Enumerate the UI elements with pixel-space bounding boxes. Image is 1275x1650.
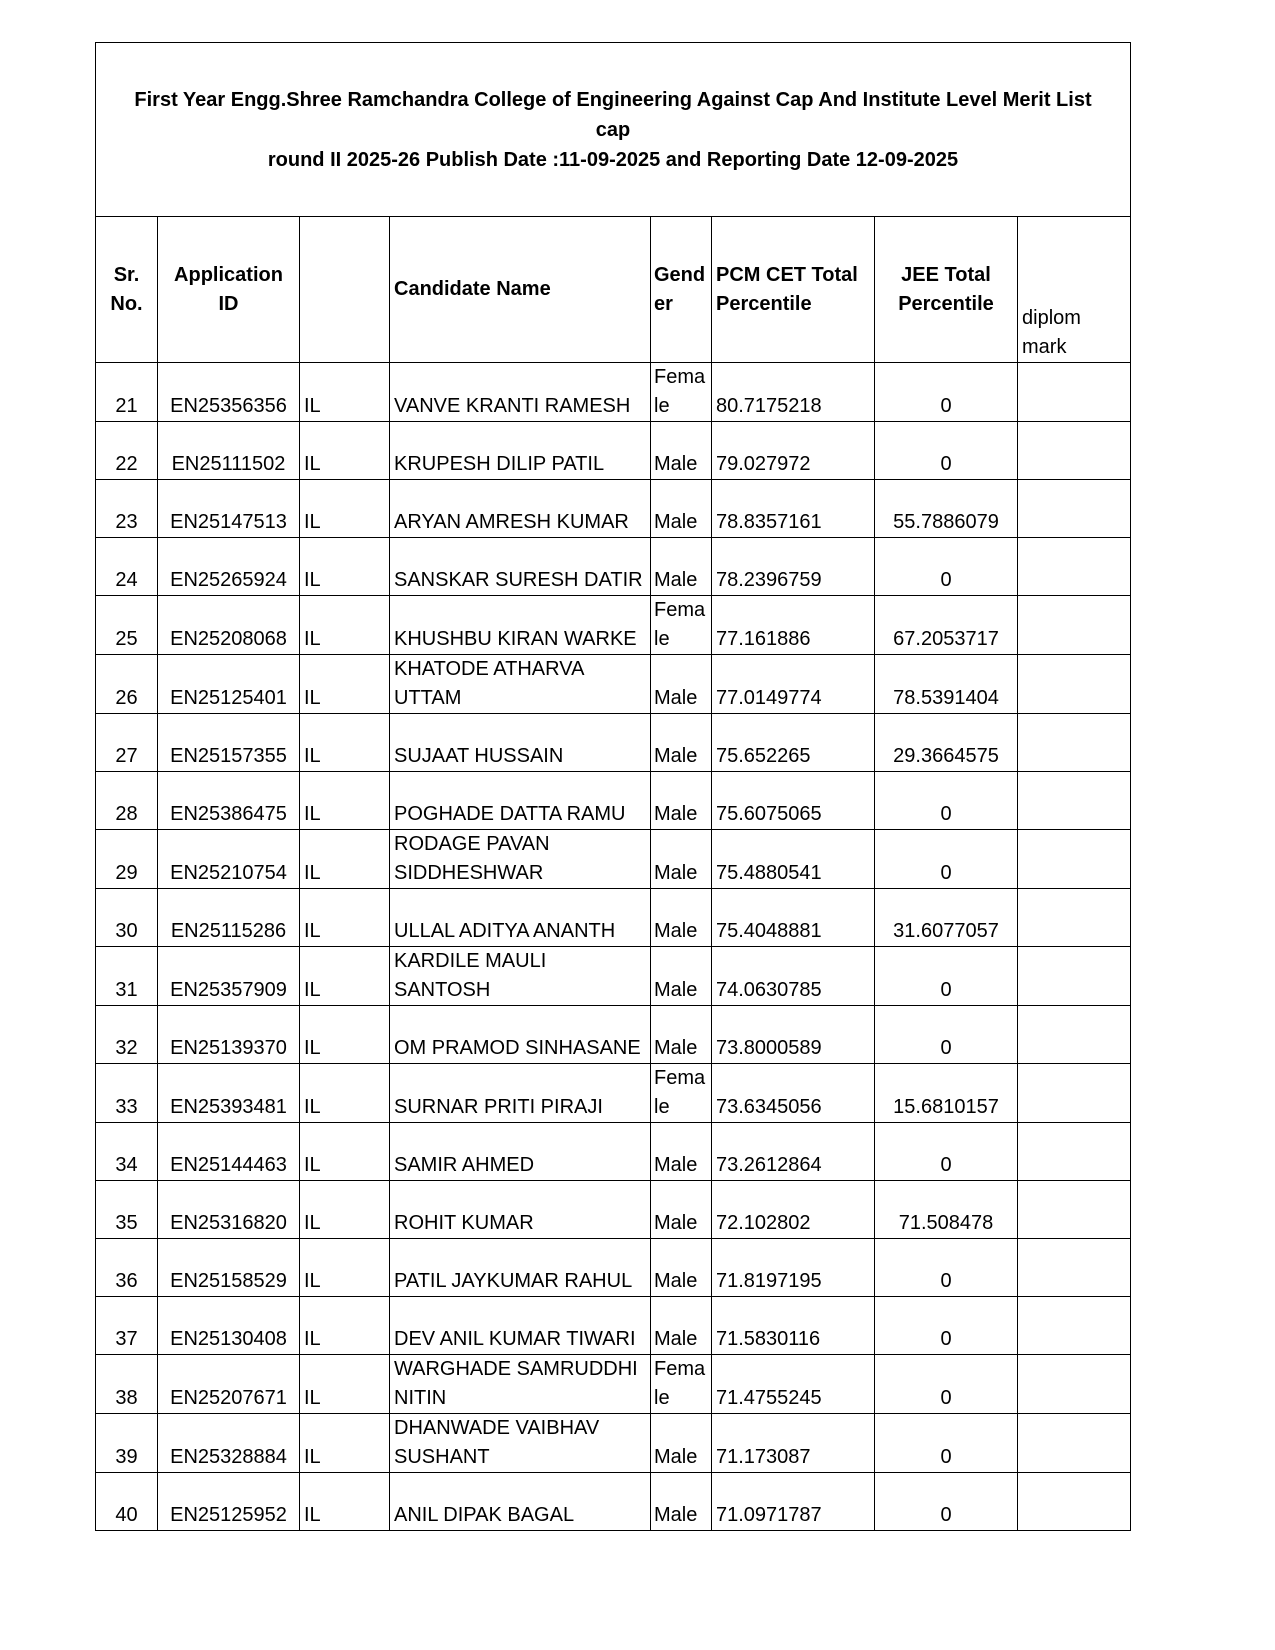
merit-list-sheet: [95, 42, 1130, 1531]
cell-diploma-mark: [1018, 1064, 1131, 1123]
cell-application-id: EN25393481: [158, 1064, 300, 1123]
cell-application-id: EN25125401: [158, 655, 300, 714]
cell-jee-percentile: 0: [875, 1355, 1018, 1414]
cell-pcm-cet-percentile: 75.4880541: [712, 830, 875, 889]
title-line-2: round II 2025-26 Publish Date :11-09-2025 and Reporting Date 12-09-2025: [267, 148, 959, 171]
table-row: [96, 772, 1131, 830]
table-row: [96, 1239, 1131, 1297]
cell-candidate-name: SURNAR PRITI PIRAJI: [390, 1064, 651, 1123]
cell-pcm-cet-percentile: 73.6345056: [712, 1064, 875, 1123]
cell-type: IL: [300, 422, 390, 480]
cell-jee-percentile: 67.2053717: [875, 596, 1018, 655]
cell-sr-no: 32: [96, 1006, 158, 1064]
cell-diploma-mark: [1018, 1123, 1131, 1181]
cell-jee-percentile: 0: [875, 830, 1018, 889]
cell-sr-no: 26: [96, 655, 158, 714]
cell-application-id: EN25207671: [158, 1355, 300, 1414]
cell-diploma-mark: [1018, 363, 1131, 422]
table-row: [96, 1064, 1131, 1123]
table-row: [96, 1006, 1131, 1064]
header-type: [300, 217, 390, 363]
cell-sr-no: 31: [96, 947, 158, 1006]
cell-diploma-mark: [1018, 538, 1131, 596]
cell-sr-no: 21: [96, 363, 158, 422]
cell-sr-no: 40: [96, 1473, 158, 1531]
cell-sr-no: 27: [96, 714, 158, 772]
cell-application-id: EN25210754: [158, 830, 300, 889]
cell-jee-percentile: 0: [875, 1297, 1018, 1355]
title-line-1: First Year Engg.Shree Ramchandra College of Engineering Against Cap And Institute Level Merit List cap: [134, 88, 1092, 141]
cell-jee-percentile: 0: [875, 947, 1018, 1006]
cell-diploma-mark: [1018, 1297, 1131, 1355]
cell-pcm-cet-percentile: 75.6075065: [712, 772, 875, 830]
header-application-id: Application ID: [158, 217, 300, 363]
table-row: [96, 422, 1131, 480]
cell-candidate-name: KRUPESH DILIP PATIL: [390, 422, 651, 480]
cell-pcm-cet-percentile: 77.0149774: [712, 655, 875, 714]
cell-sr-no: 30: [96, 889, 158, 947]
table-row: [96, 1181, 1131, 1239]
cell-candidate-name: DEV ANIL KUMAR TIWARI: [390, 1297, 651, 1355]
cell-diploma-mark: [1018, 1473, 1131, 1531]
table-row: [96, 1123, 1131, 1181]
cell-type: IL: [300, 889, 390, 947]
cell-pcm-cet-percentile: 77.161886: [712, 596, 875, 655]
cell-type: IL: [300, 363, 390, 422]
cell-pcm-cet-percentile: 74.0630785: [712, 947, 875, 1006]
cell-sr-no: 24: [96, 538, 158, 596]
cell-jee-percentile: 15.6810157: [875, 1064, 1018, 1123]
cell-diploma-mark: [1018, 947, 1131, 1006]
cell-application-id: EN25144463: [158, 1123, 300, 1181]
cell-candidate-name: POGHADE DATTA RAMU: [390, 772, 651, 830]
cell-type: IL: [300, 1064, 390, 1123]
cell-diploma-mark: [1018, 772, 1131, 830]
column-header-row: [96, 217, 1131, 363]
cell-diploma-mark: [1018, 1239, 1131, 1297]
cell-pcm-cet-percentile: 75.652265: [712, 714, 875, 772]
cell-sr-no: 33: [96, 1064, 158, 1123]
cell-diploma-mark: [1018, 830, 1131, 889]
cell-application-id: EN25111502: [158, 422, 300, 480]
cell-pcm-cet-percentile: 73.8000589: [712, 1006, 875, 1064]
header-pcm-cet-percentile: PCM CET Total Percentile: [712, 217, 875, 363]
cell-gender: Male: [651, 1006, 712, 1064]
cell-application-id: EN25357909: [158, 947, 300, 1006]
cell-application-id: EN25130408: [158, 1297, 300, 1355]
cell-sr-no: 36: [96, 1239, 158, 1297]
cell-pcm-cet-percentile: 71.5830116: [712, 1297, 875, 1355]
cell-jee-percentile: 0: [875, 538, 1018, 596]
cell-diploma-mark: [1018, 1181, 1131, 1239]
cell-jee-percentile: 78.5391404: [875, 655, 1018, 714]
cell-diploma-mark: [1018, 889, 1131, 947]
cell-diploma-mark: [1018, 480, 1131, 538]
cell-sr-no: 39: [96, 1414, 158, 1473]
cell-candidate-name: ANIL DIPAK BAGAL: [390, 1473, 651, 1531]
cell-diploma-mark: [1018, 422, 1131, 480]
cell-gender: Female: [651, 1355, 712, 1414]
header-jee-percentile: JEE Total Percentile: [875, 217, 1018, 363]
cell-jee-percentile: 0: [875, 1123, 1018, 1181]
cell-jee-percentile: 0: [875, 1473, 1018, 1531]
table-row: [96, 1355, 1131, 1414]
cell-application-id: EN25115286: [158, 889, 300, 947]
cell-pcm-cet-percentile: 73.2612864: [712, 1123, 875, 1181]
cell-type: IL: [300, 830, 390, 889]
cell-diploma-mark: [1018, 596, 1131, 655]
merit-list-table: [95, 42, 1131, 1531]
cell-sr-no: 25: [96, 596, 158, 655]
cell-jee-percentile: 0: [875, 422, 1018, 480]
cell-pcm-cet-percentile: 79.027972: [712, 422, 875, 480]
cell-type: IL: [300, 772, 390, 830]
cell-application-id: EN25158529: [158, 1239, 300, 1297]
cell-application-id: EN25147513: [158, 480, 300, 538]
cell-sr-no: 37: [96, 1297, 158, 1355]
cell-type: IL: [300, 1006, 390, 1064]
cell-type: IL: [300, 1355, 390, 1414]
cell-candidate-name: KHATODE ATHARVA UTTAM: [390, 655, 651, 714]
cell-gender: Male: [651, 1414, 712, 1473]
title-row: [96, 43, 1131, 217]
cell-sr-no: 29: [96, 830, 158, 889]
cell-application-id: EN25386475: [158, 772, 300, 830]
cell-sr-no: 28: [96, 772, 158, 830]
cell-candidate-name: SANSKAR SURESH DATIR: [390, 538, 651, 596]
cell-application-id: EN25265924: [158, 538, 300, 596]
cell-candidate-name: KARDILE MAULI SANTOSH: [390, 947, 651, 1006]
cell-diploma-mark: [1018, 1355, 1131, 1414]
cell-diploma-mark: [1018, 1006, 1131, 1064]
table-row: [96, 714, 1131, 772]
table-row: [96, 947, 1131, 1006]
cell-sr-no: 35: [96, 1181, 158, 1239]
cell-type: IL: [300, 596, 390, 655]
cell-pcm-cet-percentile: 78.8357161: [712, 480, 875, 538]
table-row: [96, 1473, 1131, 1531]
table-row: [96, 1297, 1131, 1355]
table-row: [96, 889, 1131, 947]
cell-jee-percentile: 0: [875, 1239, 1018, 1297]
cell-candidate-name: SAMIR AHMED: [390, 1123, 651, 1181]
cell-type: IL: [300, 1239, 390, 1297]
cell-gender: Male: [651, 1297, 712, 1355]
cell-application-id: EN25157355: [158, 714, 300, 772]
cell-pcm-cet-percentile: 78.2396759: [712, 538, 875, 596]
cell-diploma-mark: [1018, 714, 1131, 772]
cell-gender: Male: [651, 1181, 712, 1239]
cell-gender: Male: [651, 830, 712, 889]
cell-diploma-mark: [1018, 655, 1131, 714]
cell-jee-percentile: 31.6077057: [875, 889, 1018, 947]
cell-sr-no: 23: [96, 480, 158, 538]
cell-type: IL: [300, 947, 390, 1006]
cell-gender: Male: [651, 772, 712, 830]
cell-sr-no: 22: [96, 422, 158, 480]
cell-candidate-name: SUJAAT HUSSAIN: [390, 714, 651, 772]
table-row: [96, 596, 1131, 655]
cell-candidate-name: KHUSHBU KIRAN WARKE: [390, 596, 651, 655]
header-gender: Gender: [651, 217, 712, 363]
cell-type: IL: [300, 714, 390, 772]
cell-candidate-name: DHANWADE VAIBHAV SUSHANT: [390, 1414, 651, 1473]
cell-candidate-name: OM PRAMOD SINHASANE: [390, 1006, 651, 1064]
cell-gender: Male: [651, 1473, 712, 1531]
cell-sr-no: 34: [96, 1123, 158, 1181]
cell-gender: Male: [651, 889, 712, 947]
header-sr-no: Sr. No.: [96, 217, 158, 363]
cell-type: IL: [300, 1181, 390, 1239]
document-title: [96, 43, 1131, 217]
cell-sr-no: 38: [96, 1355, 158, 1414]
table-row: [96, 363, 1131, 422]
cell-type: IL: [300, 538, 390, 596]
cell-jee-percentile: 0: [875, 772, 1018, 830]
cell-application-id: EN25328884: [158, 1414, 300, 1473]
cell-gender: Male: [651, 422, 712, 480]
cell-candidate-name: WARGHADE SAMRUDDHI NITIN: [390, 1355, 651, 1414]
cell-candidate-name: VANVE KRANTI RAMESH: [390, 363, 651, 422]
cell-application-id: EN25316820: [158, 1181, 300, 1239]
cell-pcm-cet-percentile: 71.173087: [712, 1414, 875, 1473]
table-row: [96, 1414, 1131, 1473]
cell-candidate-name: ULLAL ADITYA ANANTH: [390, 889, 651, 947]
cell-diploma-mark: [1018, 1414, 1131, 1473]
cell-application-id: EN25139370: [158, 1006, 300, 1064]
cell-pcm-cet-percentile: 72.102802: [712, 1181, 875, 1239]
cell-type: IL: [300, 480, 390, 538]
cell-application-id: EN25125952: [158, 1473, 300, 1531]
cell-jee-percentile: 0: [875, 1414, 1018, 1473]
cell-jee-percentile: 0: [875, 1006, 1018, 1064]
cell-type: IL: [300, 655, 390, 714]
cell-pcm-cet-percentile: 71.8197195: [712, 1239, 875, 1297]
cell-jee-percentile: 0: [875, 363, 1018, 422]
cell-candidate-name: RODAGE PAVAN SIDDHESHWAR: [390, 830, 651, 889]
cell-candidate-name: PATIL JAYKUMAR RAHUL: [390, 1239, 651, 1297]
cell-jee-percentile: 71.508478: [875, 1181, 1018, 1239]
cell-pcm-cet-percentile: 71.4755245: [712, 1355, 875, 1414]
table-row: [96, 655, 1131, 714]
table-row: [96, 538, 1131, 596]
table-row: [96, 480, 1131, 538]
cell-gender: Male: [651, 1239, 712, 1297]
cell-jee-percentile: 55.7886079: [875, 480, 1018, 538]
cell-gender: Female: [651, 363, 712, 422]
cell-gender: Female: [651, 1064, 712, 1123]
cell-type: IL: [300, 1414, 390, 1473]
cell-gender: Male: [651, 480, 712, 538]
header-candidate-name: Candidate Name: [390, 217, 651, 363]
cell-gender: Male: [651, 714, 712, 772]
cell-pcm-cet-percentile: 80.7175218: [712, 363, 875, 422]
cell-gender: Male: [651, 538, 712, 596]
header-diploma-mark: diplom mark: [1018, 217, 1131, 363]
cell-gender: Female: [651, 596, 712, 655]
cell-type: IL: [300, 1473, 390, 1531]
cell-candidate-name: ARYAN AMRESH KUMAR: [390, 480, 651, 538]
cell-gender: Male: [651, 1123, 712, 1181]
cell-candidate-name: ROHIT KUMAR: [390, 1181, 651, 1239]
cell-application-id: EN25356356: [158, 363, 300, 422]
cell-application-id: EN25208068: [158, 596, 300, 655]
cell-pcm-cet-percentile: 75.4048881: [712, 889, 875, 947]
cell-jee-percentile: 29.3664575: [875, 714, 1018, 772]
cell-pcm-cet-percentile: 71.0971787: [712, 1473, 875, 1531]
cell-gender: Male: [651, 655, 712, 714]
cell-gender: Male: [651, 947, 712, 1006]
cell-type: IL: [300, 1123, 390, 1181]
cell-type: IL: [300, 1297, 390, 1355]
table-row: [96, 830, 1131, 889]
